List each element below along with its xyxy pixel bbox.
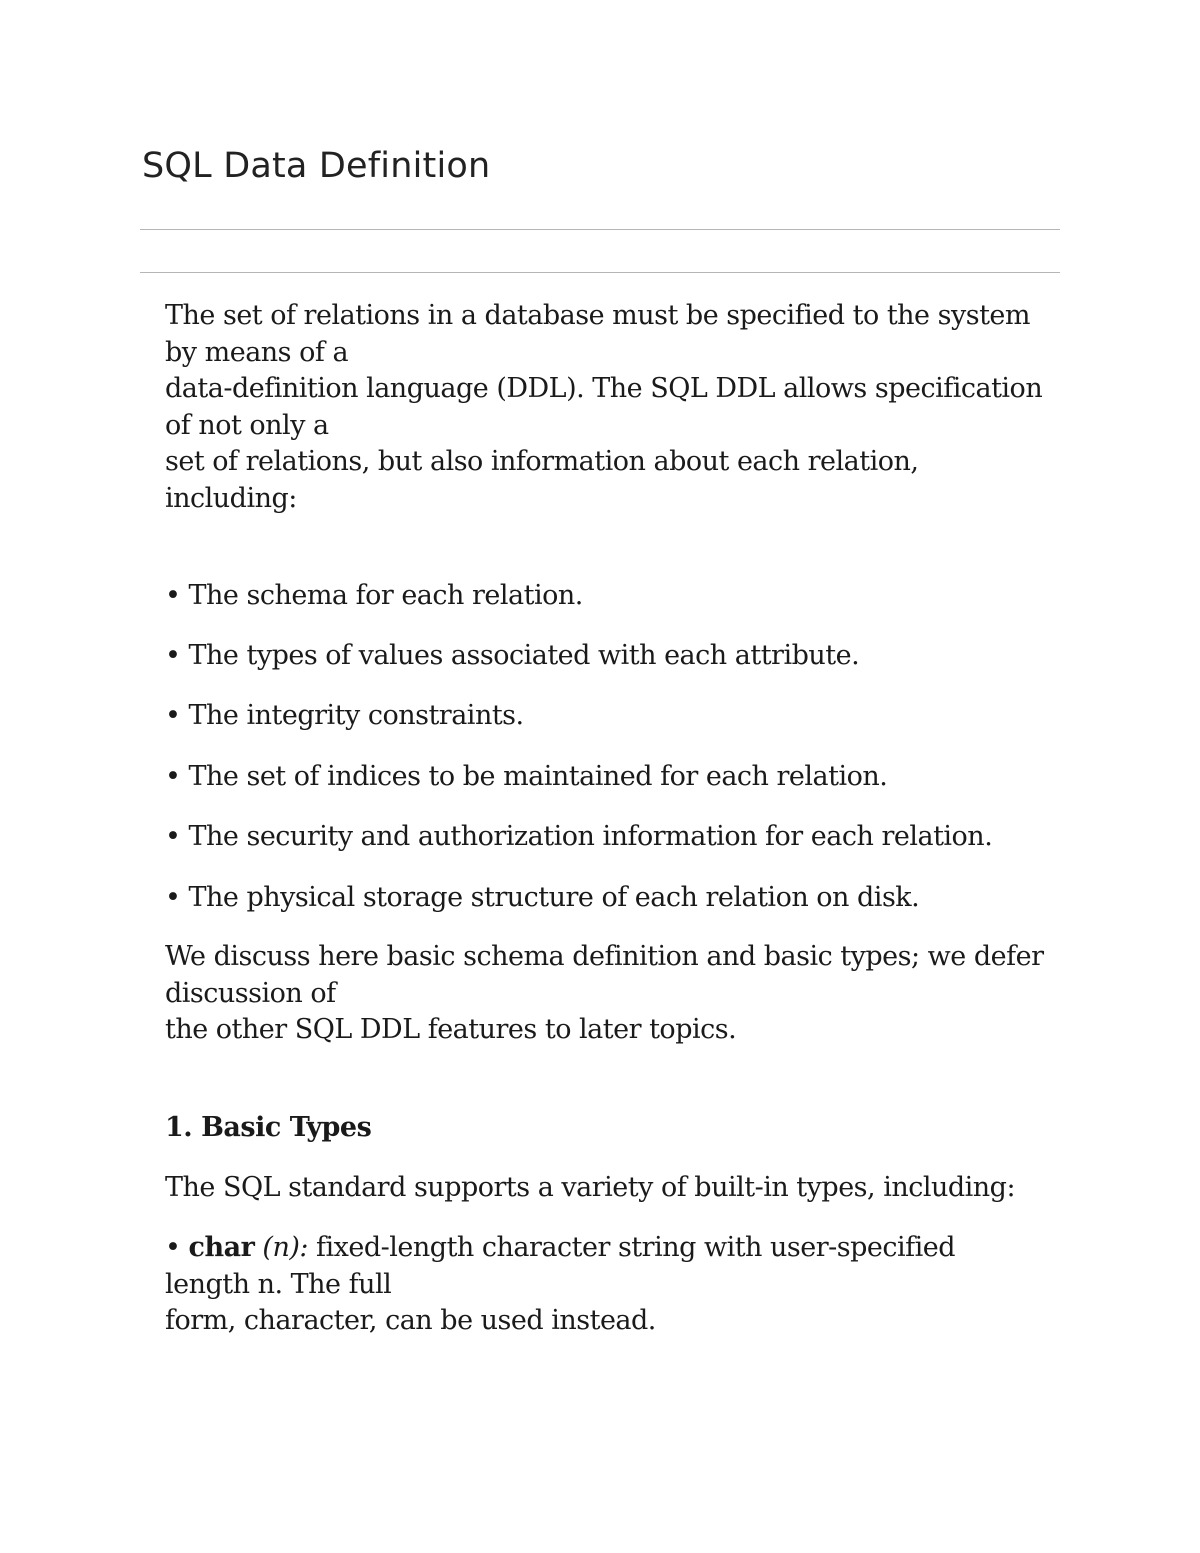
document-body xyxy=(165,298,1065,1340)
type-term: char xyxy=(188,1232,255,1264)
char-type-item xyxy=(165,1230,1065,1340)
type-param: (n): xyxy=(262,1232,308,1264)
closing-line: We discuss here basic schema definition and basic types; we defer xyxy=(165,941,1044,973)
bullet-glyph: • xyxy=(165,1232,189,1264)
closing-line: discussion of xyxy=(165,977,336,1009)
title-divider-bottom xyxy=(140,272,1060,273)
char-type-line: form, character, can be used instead. xyxy=(165,1305,656,1337)
char-type-line xyxy=(165,1230,1065,1267)
list-item: • The physical storage structure of each relation on disk. xyxy=(165,881,920,913)
title-divider-top xyxy=(140,229,1060,230)
intro-line: data-definition language (DDL). The SQL DDL allows specification xyxy=(165,373,1043,405)
intro-line: of not only a xyxy=(165,409,329,441)
list-item: • The security and authorization information for each relation. xyxy=(165,821,993,853)
section-lead: The SQL standard supports a variety of built-in types, including: xyxy=(165,1172,1016,1204)
list-item: • The integrity constraints. xyxy=(165,700,524,732)
list-item: • The set of indices to be maintained for each relation. xyxy=(165,760,888,792)
intro-line: by means of a xyxy=(165,336,349,368)
intro-line: The set of relations in a database must be specified to the system xyxy=(165,300,1031,331)
ddl-info-list xyxy=(165,578,1065,917)
intro-line: set of relations, but also information about each relation, xyxy=(165,446,919,478)
list-item: • The schema for each relation. xyxy=(165,579,583,611)
intro-line: including: xyxy=(165,482,297,514)
list-item: • The types of values associated with each attribute. xyxy=(165,639,860,671)
section-heading: 1. Basic Types xyxy=(165,1111,372,1143)
closing-line: the other SQL DDL features to later topics. xyxy=(165,1014,737,1046)
intro-paragraph xyxy=(165,298,1065,518)
type-description: fixed-length character string with user-specified xyxy=(307,1232,956,1264)
char-type-line: length n. The full xyxy=(165,1268,392,1300)
closing-paragraph xyxy=(165,939,1065,1049)
page-title: SQL Data Definition xyxy=(142,146,491,186)
